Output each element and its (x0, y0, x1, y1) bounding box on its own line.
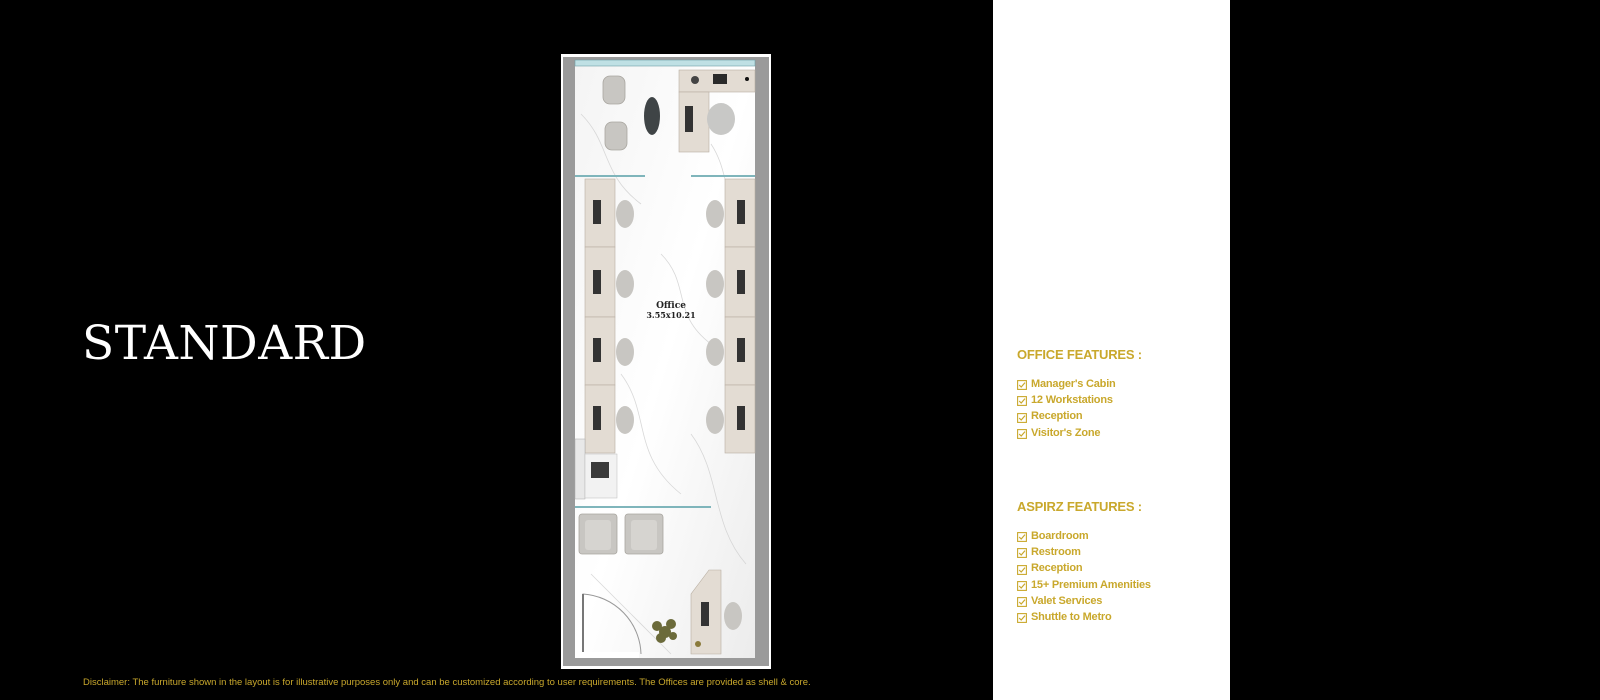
feature-label: 15+ Premium Amenities (1031, 578, 1151, 591)
feature-label: Restroom (1031, 546, 1081, 559)
list-item (1017, 593, 1151, 609)
room-dimensions: 3.55x10.21 (646, 310, 696, 320)
feature-label: Boardroom (1031, 530, 1089, 542)
feature-label: 12 Workstations (1031, 394, 1113, 407)
room-label: Office (656, 301, 686, 311)
office-features (1017, 347, 1142, 441)
floor-plan (561, 54, 771, 669)
disclaimer-text: Disclaimer: The furniture shown in the layout is for illustrative purposes only and can be customized according to user requirements. The Offices are provided as shell & core. (83, 677, 811, 688)
checkbox-icon (1017, 596, 1027, 606)
checkbox-icon (1017, 612, 1027, 622)
list-item (1017, 408, 1142, 424)
checkbox-icon (1017, 564, 1027, 574)
feature-label: Valet Services (1031, 594, 1103, 607)
page-title: STANDARD (82, 316, 367, 371)
list-item (1017, 528, 1151, 544)
checkbox-icon (1017, 547, 1027, 557)
feature-label: Visitor's Zone (1031, 426, 1101, 439)
office-features-heading: OFFICE FEATURES : (1017, 347, 1142, 362)
checkbox-icon (1017, 395, 1027, 405)
checkbox-icon (1017, 428, 1027, 438)
list-item (1017, 392, 1142, 408)
feature-label: Manager's Cabin (1031, 378, 1116, 390)
checkbox-icon (1017, 412, 1027, 422)
checkbox-icon (1017, 379, 1027, 389)
checkbox-icon (1017, 531, 1027, 541)
feature-label: Reception (1031, 562, 1083, 575)
list-item (1017, 376, 1142, 392)
feature-label: Shuttle to Metro (1031, 611, 1112, 624)
aspirz-features (1017, 499, 1151, 625)
checkbox-icon (1017, 580, 1027, 590)
list-item (1017, 560, 1151, 576)
list-item (1017, 425, 1142, 441)
feature-label: Reception (1031, 410, 1083, 423)
list-item (1017, 577, 1151, 593)
list-item (1017, 609, 1151, 625)
list-item (1017, 544, 1151, 560)
aspirz-features-heading: ASPIRZ FEATURES : (1017, 499, 1142, 514)
